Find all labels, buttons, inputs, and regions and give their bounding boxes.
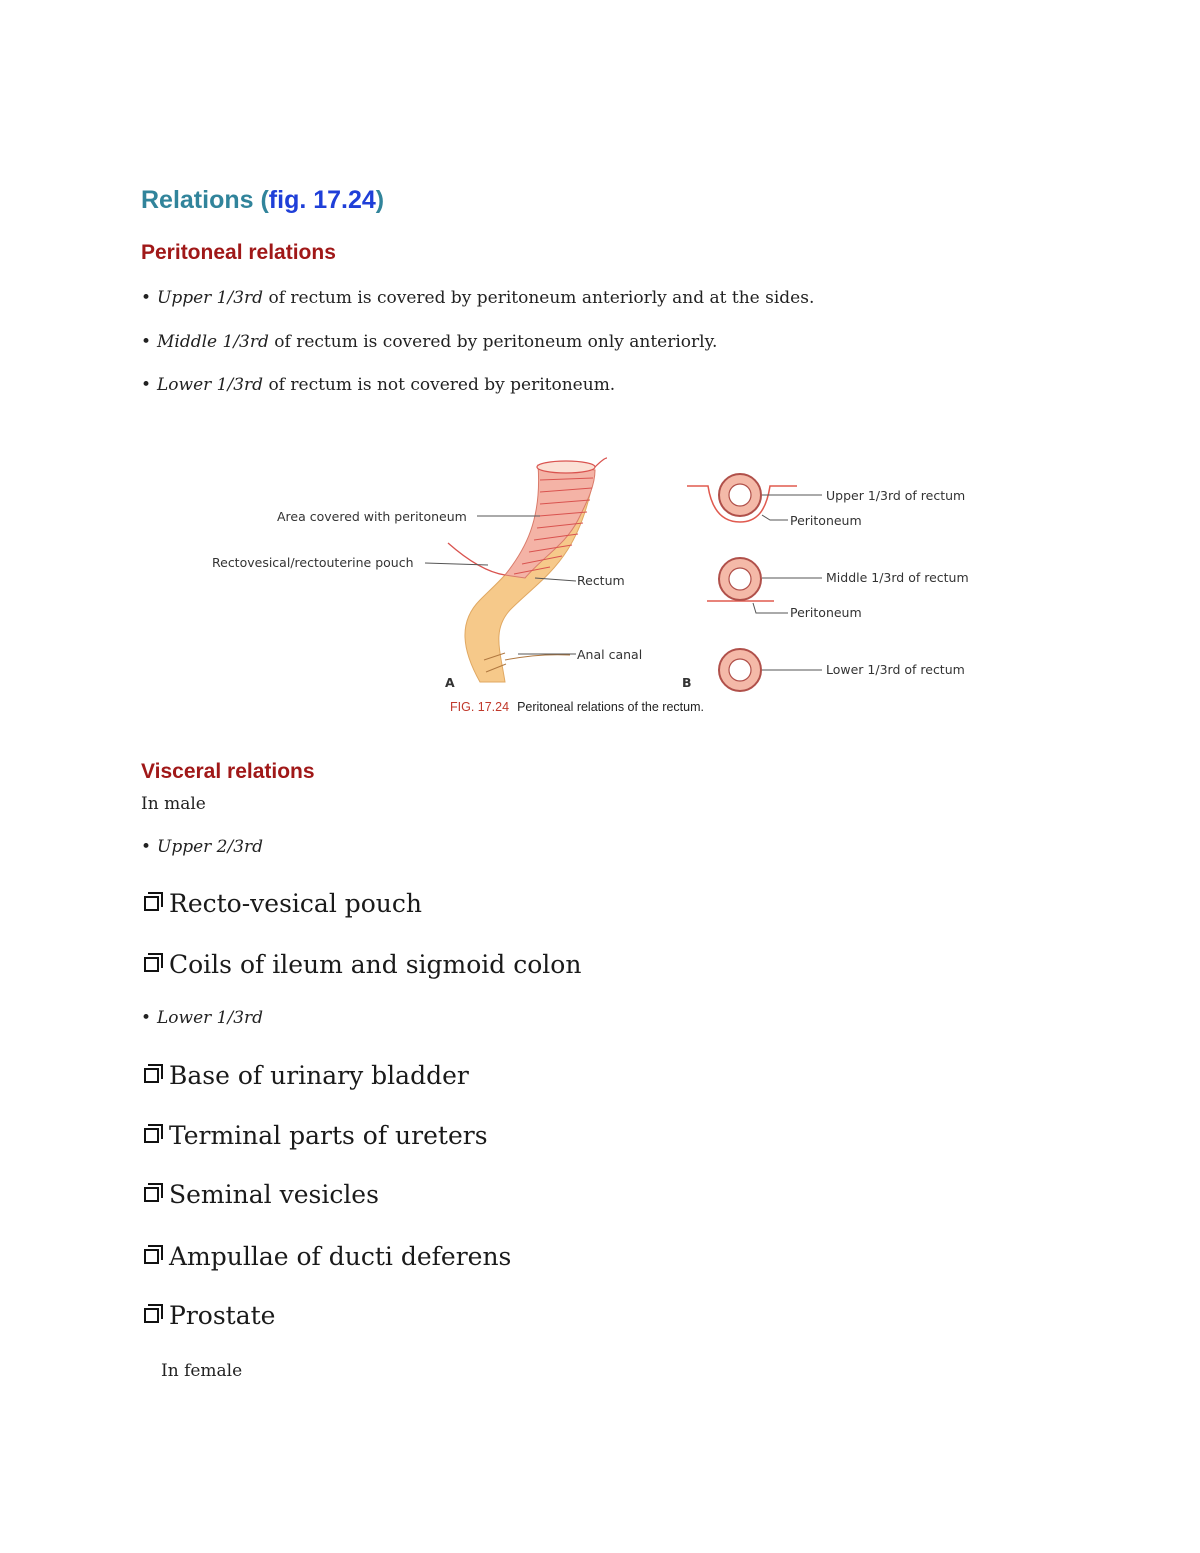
label-upper-third: Upper 1/3rd of rectum xyxy=(826,488,966,503)
label-pouch: Rectovesical/rectouterine pouch xyxy=(212,555,414,570)
checkbox-icon xyxy=(144,957,159,972)
peritoneal-relations-heading: Peritoneal relations xyxy=(141,241,336,264)
panel-a-label: A xyxy=(445,675,455,690)
label-middle-third: Middle 1/3rd of rectum xyxy=(826,570,969,585)
list-item: Recto-vesical pouch xyxy=(144,889,422,918)
list-item: • Upper 1/3rd of rectum is covered by peritoneum anteriorly and at the sides. xyxy=(141,288,815,308)
list-item: Seminal vesicles xyxy=(144,1180,379,1209)
label-peritoneum-1: Peritoneum xyxy=(790,513,862,528)
checkbox-icon xyxy=(144,896,159,911)
rectum-peritoneal-figure xyxy=(200,450,1000,720)
cross-section-middle xyxy=(707,558,774,601)
list-item: • Lower 1/3rd of rectum is not covered by peritoneum. xyxy=(141,375,616,395)
visceral-relations-heading: Visceral relations xyxy=(141,760,315,783)
list-item: • Lower 1/3rd xyxy=(141,1008,264,1028)
list-item: Coils of ileum and sigmoid colon xyxy=(144,950,581,979)
checkbox-icon xyxy=(144,1187,159,1202)
cross-section-upper xyxy=(687,474,797,522)
list-item: Terminal parts of ureters xyxy=(144,1121,488,1150)
figure-reference-link[interactable]: fig. 17.24 xyxy=(268,186,376,214)
checkbox-icon xyxy=(144,1249,159,1264)
label-rectum: Rectum xyxy=(577,573,625,588)
label-anal-canal: Anal canal xyxy=(577,647,643,662)
cross-section-lower xyxy=(719,649,761,691)
checkbox-icon xyxy=(144,1068,159,1083)
figure-caption: FIG. 17.24 Peritoneal relations of the rectum. xyxy=(450,700,704,714)
in-male-label: In male xyxy=(141,794,206,814)
list-item: Ampullae of ducti deferens xyxy=(144,1242,511,1271)
section-heading: Relations (fig. 17.24) xyxy=(141,186,385,214)
list-item: • Upper 2/3rd xyxy=(141,837,264,857)
checkbox-icon xyxy=(144,1308,159,1323)
in-female-label: In female xyxy=(161,1361,243,1381)
label-peritoneum-2: Peritoneum xyxy=(790,605,862,620)
list-item: Base of urinary bladder xyxy=(144,1061,469,1090)
label-area-covered: Area covered with peritoneum xyxy=(277,509,467,524)
checkbox-icon xyxy=(144,1128,159,1143)
panel-b-label: B xyxy=(682,675,692,690)
list-item: Prostate xyxy=(144,1301,275,1330)
label-lower-third: Lower 1/3rd of rectum xyxy=(826,662,965,677)
list-item: • Middle 1/3rd of rectum is covered by peritoneum only anteriorly. xyxy=(141,332,718,352)
